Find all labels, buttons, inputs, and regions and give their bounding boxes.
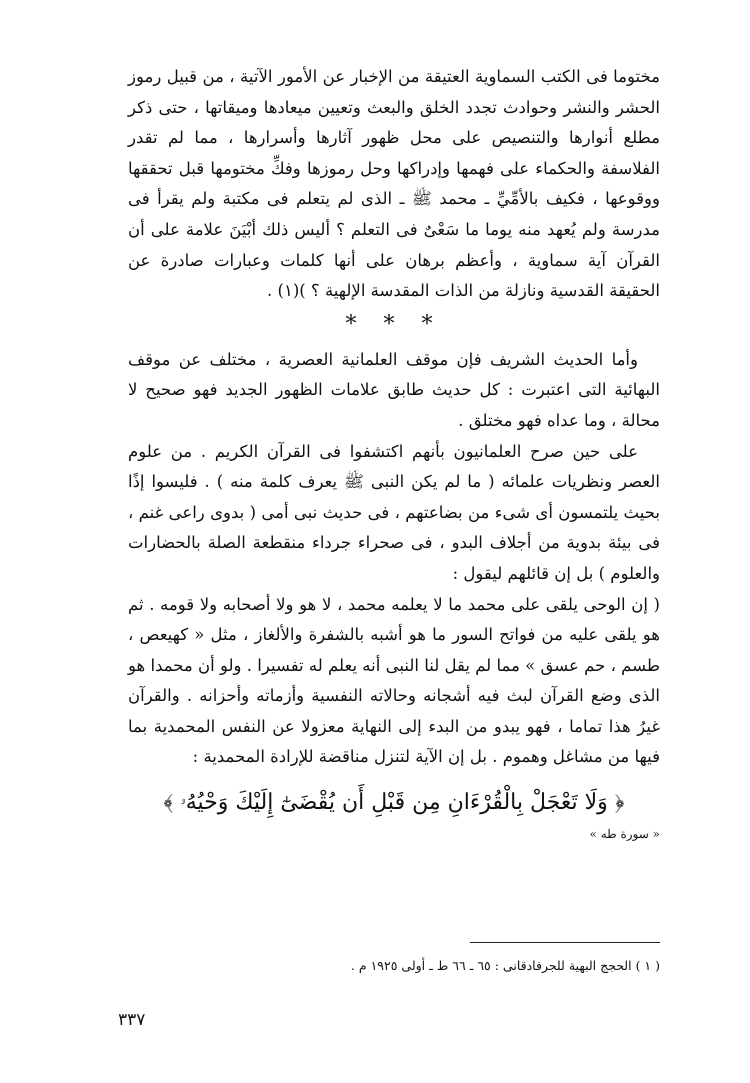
surah-reference: « سورة طه » (589, 827, 660, 842)
section-separator: * * * (345, 311, 443, 337)
paragraph-2: وأما الحديث الشريف فإن موقف العلمانية العصرية ، مختلف عن موقف البهائية التى اعتبرت : كل حديث طابق علامات الظهور الجديد فهو صحيح لا محالة ، وما عداه فهو مختلق . (128, 349, 660, 430)
paragraph-1: مختوما فى الكتب السماوية العتيقة من الإخبار عن الأمور الآتية ، من قبيل رموز الحشر والنشر وحوادث تجدد الخلق والبعث وتعيين ميعادها وميقاتها ، حتى ذكر مطلع أنوارها والتنصيص على محل ظهور آثارها وأسرارها ، مما لم تقدر الفلاسفة والحكماء على فهمها وإدراكها وحل رموزها وفكِّ مختومها قبل تحققها ووقوعها ، فكيف بالأمِّيِّ ـ محمد ﷺ ـ الذى لم يتعلم فى مكتبة ولم يقرأ فى مدرسة ولم يُعهد منه يوما ما سَعْىٌ فى التعلم ؟ أليس ذلك أبْيَنَ علامة على أن القرآن آية سماوية ، وأعظم برهان على أنها كلمات وعبارات صادرة عن الحقيقة القدسية ونازلة من الذات المقدسة الإلهية ؟ )(١) . (128, 67, 660, 301)
page-body (128, 62, 660, 843)
page-number: ٣٣٧ (118, 1010, 146, 1030)
paragraph-4-quote: ( إن الوحى يلقى على محمد ما لا يعلمه محمد ، لا هو ولا أصحابه ولا قومه . ثم هو يلقى عليه من فواتح السور ما هو أشبه بالشفرة والألغاز ، مثل « كهيعص ، طسم ، حم عسق » مما لم يقل لنا النبى أنه يعلم له تفسيرا . ولو أن محمدا هو الذى وضع القرآن لبث فيه أشجانه وحالاته النفسية وأزماته وأحزانه . والقرآن غيرُ هذا تماما ، فهو يبدو من البدء إلى النهاية معزولا عن النفس المحمدية بما فيها من مشاغل وهموم . بل إن الآية لتنزل مناقضة للإرادة المحمدية : (128, 594, 660, 767)
footnote: ( ١ ) الحجج البهية للجرفادقانى : ٦٥ ـ ٦٦ ط ـ أولى ١٩٢٥ م . (350, 958, 660, 973)
paragraph-3: على حين صرح العلمانيون بأنهم اكتشفوا فى القرآن الكريم . من علوم العصر ونظريات علمائه ( ما لم يكن النبى ﷺ يعرف كلمة منه ) . فليسوا إذًا بحيث يلتمسون أى شىء من بضاعتهم ، فى حديث نبى أمى ( بدوى راعى غنم ، فى بيئة بدوية من أجلاف البدو ، فى صحراء جرداء منقطعة الصلة بالحضارات والعلوم ) بل إن قائلهم ليقول : (128, 441, 660, 583)
quran-verse: ﴿ وَلَا تَعْجَلْ بِالْقُرْءَانِ مِن قَبْلِ أَن يُقْضَىٰٓ إِلَيْكَ وَحْيُهُۥ ﴾ (163, 790, 625, 816)
footnote-divider (470, 942, 660, 943)
